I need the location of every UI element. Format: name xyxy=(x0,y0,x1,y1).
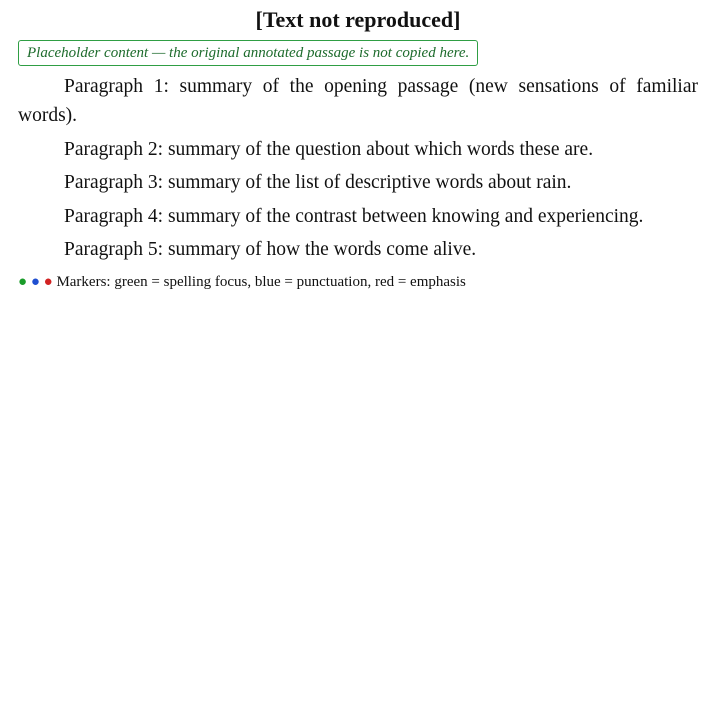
document-note: Placeholder content — the original annotated passage is not copied here. xyxy=(18,40,478,66)
legend xyxy=(18,271,698,293)
legend-blue-marker: ● xyxy=(30,273,40,290)
paragraph-5: Paragraph 5: summary of how the words come alive. xyxy=(64,239,477,260)
paragraph-1: Paragraph 1: summary of the opening passage (new sensations of familiar words). xyxy=(18,75,698,126)
legend-red-marker: ● xyxy=(43,273,53,290)
paragraph-2: Paragraph 2: summary of the question about which words these are. xyxy=(64,138,594,160)
paragraph-4: Paragraph 4: summary of the contrast between knowing and experiencing. xyxy=(64,205,644,227)
document-title: [Text not reproduced] xyxy=(255,7,461,32)
legend-text: Markers: green = spelling focus, blue = punctuation, red = emphasis xyxy=(56,273,466,290)
paragraph-3: Paragraph 3: summary of the list of descriptive words about rain. xyxy=(64,172,572,193)
legend-green-marker: ● xyxy=(18,273,28,290)
